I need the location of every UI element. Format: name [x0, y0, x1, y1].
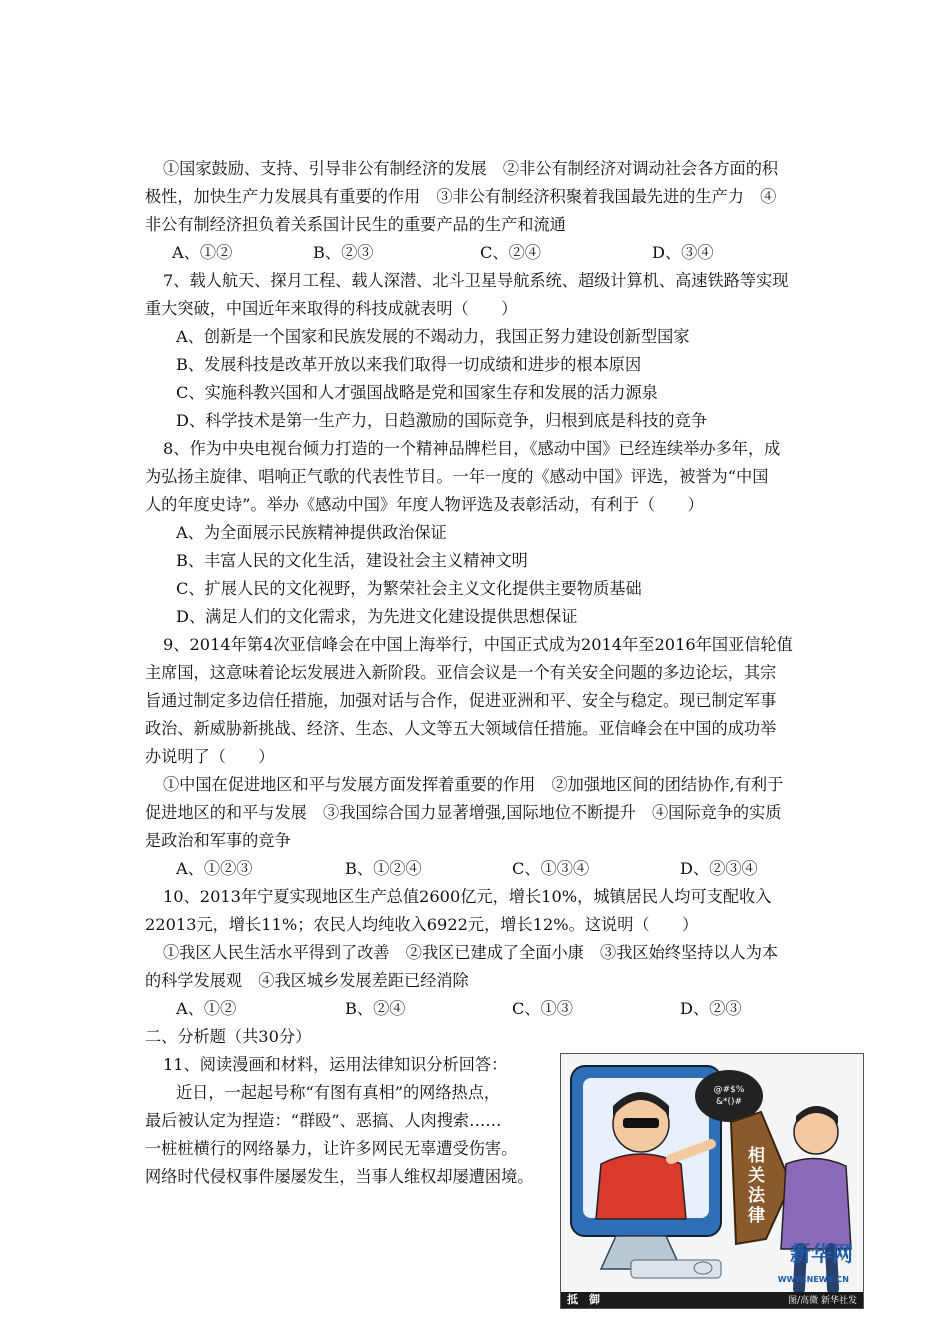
cartoon-title: 抵 御	[567, 1293, 600, 1306]
q10-statements-line1: ①我区人民生活水平得到了改善 ②我区已建成了全面小康 ③我区始终坚持以人为本	[163, 943, 779, 962]
q9-stem-line1: 9、2014年第4次亚信峰会在中国上海举行，中国正式成为2014年至2016年国亚信轮值	[163, 635, 793, 654]
cartoon-credit: 图/高微 新华社发	[788, 1296, 857, 1306]
q6-option-b: B、②③	[313, 243, 374, 262]
xinhua-url: WWW.NEWS.CN	[777, 1275, 849, 1284]
q9-option-d: D、②③④	[680, 859, 758, 878]
q10-option-d: D、②③	[680, 999, 742, 1018]
q11-material-line3: 一桩桩横行的网络暴力，让许多网民无辜遭受伤害。	[145, 1139, 518, 1158]
q8-option-a: A、为全面展示民族精神提供政治保证	[176, 523, 447, 542]
q9-option-a: A、①②③	[176, 859, 253, 878]
q9-statements-line3: 是政治和军事的竞争	[145, 831, 291, 850]
cartoon-illustration	[560, 1053, 864, 1309]
q8-stem-line3: 人的年度史诗”。举办《感动中国》年度人物评选及表彰活动，有利于（ ）	[145, 495, 704, 514]
section-heading: 二、分析题（共30分）	[145, 1027, 312, 1046]
q9-option-c: C、①③④	[512, 859, 590, 878]
q9-stem-line3: 旨通过制定多边信任措施，加强对话与合作，促进亚洲和平、安全与稳定。现已制定军事	[145, 691, 777, 710]
q9-stem-line5: 办说明了（ ）	[145, 747, 275, 766]
q9-option-b: B、①②④	[345, 859, 422, 878]
q11-material-line4: 网络时代侵权事件屡屡发生，当事人维权却屡遭困境。	[145, 1167, 534, 1186]
q7-option-c: C、实施科教兴国和人才强国战略是党和国家生存和发展的活力源泉	[176, 383, 658, 402]
cartoon-drawing	[561, 1054, 863, 1308]
q7-option-a: A、创新是一个国家和民族发展的不竭动力，我国正努力建设创新型国家	[176, 327, 690, 346]
q6-statements-line1: ①国家鼓励、支持、引导非公有制经济的发展 ②非公有制经济对调动社会各方面的积	[163, 159, 779, 178]
q9-statements-line2: 促进地区的和平与发展 ③我国综合国力显著增强,国际地位不断提升 ④国际竞争的实质	[145, 803, 782, 822]
q7-stem-line2: 重大突破，中国近年来取得的科技成就表明（ ）	[145, 299, 518, 318]
q10-stem-line2: 22013元，增长11%；农民人均纯收入6922元，增长12%。这说明（ ）	[145, 915, 699, 934]
q6-statements-line2: 极性，加快生产力发展具有重要的作用 ③非公有制经济积聚着我国最先进的生产力 ④	[145, 187, 777, 206]
q7-stem-line1: 7、载人航天、探月工程、载人深潜、北斗卫星导航系统、超级计算机、高速铁路等实现	[163, 271, 789, 290]
q7-option-b: B、发展科技是改革开放以来我们取得一切成绩和进步的根本原因	[176, 355, 642, 374]
q10-stem-line1: 10、2013年宁夏实现地区生产总值2600亿元，增长10%，城镇居民人均可支配收入	[163, 887, 772, 906]
q11-material-line1: 近日，一起起号称“有图有真相”的网络热点，	[176, 1083, 501, 1102]
q7-option-d: D、科学技术是第一生产力，日趋激励的国际竞争，归根到底是科技的竞争	[176, 411, 707, 430]
q9-statements-line1: ①中国在促进地区和平与发展方面发挥着重要的作用 ②加强地区间的团结协作,有利于	[163, 775, 784, 794]
q10-option-a: A、①②	[176, 999, 237, 1018]
q6-option-c: C、②④	[480, 243, 541, 262]
q10-option-b: B、②④	[345, 999, 406, 1018]
q6-option-a: A、①②	[172, 243, 233, 262]
q8-stem-line2: 为弘扬主旋律、唱响正气歌的代表性节目。一年一度的《感动中国》评选，被誉为“中国	[145, 467, 769, 486]
q8-option-c: C、扩展人民的文化视野，为繁荣社会主义文化提供主要物质基础	[176, 579, 642, 598]
q11-stem: 11、阅读漫画和材料，运用法律知识分析回答：	[163, 1055, 508, 1074]
q9-stem-line2: 主席国，这意味着论坛发展进入新阶段。亚信会议是一个有关安全问题的多边论坛，其宗	[145, 663, 777, 682]
q10-option-c: C、①③	[512, 999, 573, 1018]
q10-statements-line2: 的科学发展观 ④我区城乡发展差距已经消除	[145, 971, 469, 990]
q8-option-b: B、丰富人民的文化生活，建设社会主义精神文明	[176, 551, 528, 570]
xinhua-logo: 新华网	[790, 1242, 853, 1266]
q6-option-d: D、③④	[652, 243, 714, 262]
q11-material-line2: 最后被认定为捏造：“群殴”、恶搞、人肉搜索……	[145, 1111, 502, 1130]
sign-text: 相 关 法 律	[748, 1146, 765, 1226]
q8-stem-line1: 8、作为中央电视台倾力打造的一个精神品牌栏目，《感动中国》已经连续举办多年，成	[163, 439, 781, 458]
q9-stem-line4: 政治、新威胁新挑战、经济、生态、人文等五大领域信任措施。亚信峰会在中国的成功举	[145, 719, 777, 738]
bubble-symbols: @#$%	[713, 1085, 745, 1095]
q6-statements-line3: 非公有制经济担负着关系国计民生的重要产品的生产和流通	[145, 215, 566, 234]
q8-option-d: D、满足人们的文化需求，为先进文化建设提供思想保证	[176, 607, 578, 626]
svg-text:&*()#: &*()#	[715, 1097, 743, 1107]
